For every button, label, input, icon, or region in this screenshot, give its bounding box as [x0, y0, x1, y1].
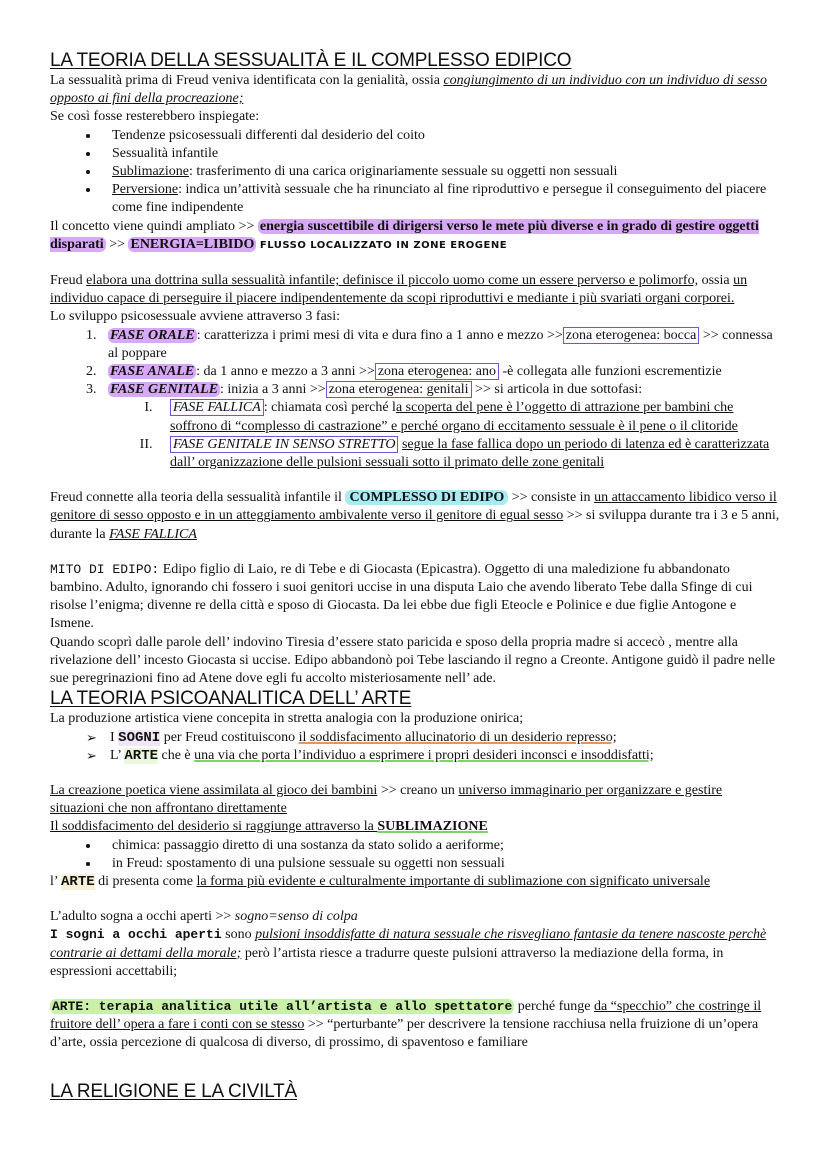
phase-name: FASE ANALE: [110, 364, 195, 380]
text: >> “perturbante” per descrivere la tensione racchiusa nella fruizione di un’opera d’arte, ossia percezione di qualcosa di diverso, di prossimo, di spaventoso e familiare: [50, 1017, 759, 1051]
underlined-text: a scoperta del pene è l’oggetto di attrazione per bambini che soffrono di “complesso di castrazione” e perché organo di eccitamento sessuale è il pene o il clitoride: [170, 400, 738, 434]
spacer: [50, 255, 780, 272]
text: -è collegata alle funzioni escrementizie: [499, 364, 722, 380]
arrow-list: [50, 729, 780, 765]
text: L’adulto sogna a occhi aperti >>: [50, 909, 235, 925]
text: : da 1 anno e mezzo a 3 anni >>: [196, 364, 375, 380]
text: Edipo figlio di Laio, re di Tebe e di Giocasta (Epicastra). Oggetto di una maledizione fu abbandonato bambino. Adulto, ignorando chi fossero i suoi genitori uccise in una disputa Laio che avendo liberato Tebe dalla Sfinge di cui risolse l’enigma; divenne re della città e sposo di Giocasta. Da lei ebbe due figli Eteocle e Polinice e due figlie Antogone e Ismene.: [50, 561, 753, 632]
underlined-text: pulsioni insoddisfatte di natura sessuale che risvegliano fantasie da tenere nascoste perchè contrarie ai dettami della morale;: [50, 927, 767, 961]
text: sono: [221, 927, 256, 943]
paragraph-mito: [50, 561, 780, 634]
text: ossia: [698, 273, 734, 289]
paragraph-inspiegate: Se così fosse resterebbero inspiegate:: [50, 109, 260, 125]
paragraph-creazione: [50, 782, 780, 818]
phase-anale: [100, 363, 780, 381]
list-item: • Tendenze psicosessuali differenti dal desiderio del coito: [100, 127, 780, 145]
mito-label: MITO DI EDIPO:: [50, 561, 160, 577]
section-title-arte: LA TEORIA PSICOANALITICA DELL’ ARTE: [50, 688, 412, 710]
paragraph-intro: [50, 72, 780, 108]
highlight-complesso-edipo: COMPLESSO DI EDIPO: [345, 490, 508, 505]
text: >> si articola in due sottofasi:: [471, 382, 643, 398]
text: Freud connette alla teoria della sessualità infantile il: [50, 490, 346, 506]
subphase-genitale: [156, 436, 780, 472]
text: di presenta come: [94, 873, 197, 889]
spacer: [50, 981, 780, 998]
text: per Freud costituiscono: [160, 729, 299, 745]
paragraph-edipo: [50, 489, 780, 544]
paragraph-fasi: Lo sviluppo psicosessuale avviene attraverso 3 fasi:: [50, 309, 341, 325]
text: Il concetto viene quindi ampliato >>: [50, 218, 258, 234]
list-item: [100, 163, 780, 181]
text: perché funge: [514, 998, 594, 1014]
paragraph-sogni-occhi: [50, 926, 780, 981]
text: I: [110, 729, 119, 745]
underlined-text: un attaccamento libidico verso il genitore di sesso opposto e in un atteggiamento ambivalente verso il genitore di egual sesso: [50, 490, 777, 524]
list-item: [90, 729, 780, 747]
underlined-text: un individuo capace di perseguire il piacere indipendentemente da scopi riproduttivi e mediante i più svariati organi corporei.: [50, 273, 748, 307]
paragraph-produzione: La produzione artistica viene concepita in stretta analogia con la produzione onirica;: [50, 711, 524, 727]
term: Perversione: [112, 182, 179, 198]
text: L’: [110, 747, 125, 763]
text: >> consiste in: [508, 490, 595, 506]
list-item: • chimica: passaggio diretto di una sostanza da stato solido a aeriforme;: [100, 837, 780, 855]
underlined-text: segue la fase fallica dopo un periodo di latenza ed è caratterizzata dall’ organizzazione delle pulsioni sessuali sotto il primato delle zone genitali: [170, 436, 770, 471]
text: : indica un’attività sessuale che ha rinunciato al fine riproduttivo e persegue il conseguimento del piacere come fine indipendente: [112, 182, 767, 216]
text: però l’artista riesce a tradurre queste pulsioni attraverso la mediazione della forma, in espressioni accettabili;: [50, 945, 724, 979]
highlight-arte-terapia: ARTE: terapia analitica utile all’artista e allo spettatore: [52, 998, 513, 1014]
text: >> creano un: [377, 782, 459, 798]
spacer: [50, 891, 780, 908]
section-title-sessualita: LA TEORIA DELLA SESSUALITÀ E IL COMPLESSO EDIPICO: [50, 50, 572, 71]
term-sublimazione: SUBLIMAZIONE: [377, 819, 488, 835]
phase-list: [50, 327, 780, 473]
spacer: [50, 472, 780, 489]
list-item: [100, 181, 780, 217]
underlined-text: universo immaginario per organizzare e gestire situazioni che non affrontano direttamente: [50, 782, 723, 817]
text: : trasferimento di una carica originariamente sessuale su oggetti non sessuali: [189, 164, 618, 180]
bullet-list-inspiegate: [50, 127, 780, 218]
underlined-text: FASE FALLICA: [109, 526, 197, 542]
text: >> connessa al poppare: [108, 327, 773, 361]
text: La sessualità prima di Freud veniva identificata con la genialità, ossia: [50, 73, 444, 88]
boxed-zone: zona eterogenea: genitali: [326, 381, 472, 398]
text: Freud: [50, 273, 87, 289]
underlined-text: elabora una dottrina sulla sessualità infantile; definisce il piccolo uomo come un essere perverso e polimorfo,: [86, 273, 699, 289]
underlined-text: una via che porta l’individuo a esprimere i propri desideri inconsci e insoddisfatti;: [194, 747, 654, 763]
term-arte: ARTE: [124, 747, 158, 764]
spacer: [50, 765, 780, 782]
underlined-text: da “specchio” che costringe il fruitore dell’ opera a fare i conti con se stesso: [50, 998, 762, 1033]
text: che è: [158, 747, 195, 763]
bullet-list-sublimazione: [50, 837, 780, 873]
boxed-zone: zona eterogenea: bocca: [563, 327, 700, 344]
highlight-energia-libido: ENERGIA=LIBIDO: [130, 236, 255, 252]
text: : chiamata così perché l: [263, 400, 396, 416]
underlined-text: congiungimento di un individuo con un individuo di sesso opposto ai fini della procreazione;: [50, 73, 767, 107]
paragraph-libido: [50, 218, 780, 255]
underlined-text: il soddisfacimento allucinatorio di un desiderio represso;: [298, 729, 617, 745]
spacer: [50, 1053, 780, 1081]
text: >>: [105, 236, 129, 252]
phase-name: FASE GENITALE: [110, 382, 219, 398]
text: l’: [50, 873, 62, 889]
list-item: • in Freud: spostamento di una pulsione sessuale su oggetti non sessuali: [100, 855, 780, 873]
paragraph-mito-cont: Quando scoprì dalle parole dell’ indovino Tiresia d’essere stato paricida e sposo della propria madre si accecò , mentre alla rivelazione dell’ incesto Giocasta si uccise. Edipo abbandonò poi Tebe lasciando il regno a Creonte. Antigone guidò il padre nelle sue peregrinazioni fino ad Atene dove egli fu accolto misteriosamente nell’ ade.: [50, 634, 776, 687]
list-item: • Sessualità infantile: [100, 145, 780, 163]
boxed-zone: zona eterogenea: ano: [375, 363, 499, 380]
paragraph-arte-sublimazione: [50, 873, 780, 891]
term-sogni: SOGNI: [118, 729, 161, 746]
underlined-text: la forma più evidente e culturalmente importante di sublimazione con significato universale: [196, 873, 711, 889]
term-sogni-occhi-aperti: I sogni a occhi aperti: [50, 927, 222, 943]
paragraph-adulto: [50, 908, 780, 926]
subphase-fallica: [156, 399, 780, 435]
text: : inizia a 3 anni >>: [220, 382, 326, 398]
italic-text: sogno=senso di colpa: [234, 909, 358, 925]
list-item: [90, 747, 780, 765]
subphase-list: [108, 399, 780, 472]
phase-name: FASE ORALE: [110, 327, 195, 343]
handwritten-note: FLUSSO LOCALIZZATO IN ZONE EROGENE: [259, 239, 508, 251]
boxed-subphase: FASE GENITALE IN SENSO STRETTO: [170, 436, 398, 453]
term-arte: ARTE: [61, 873, 95, 890]
phase-genitale: [100, 381, 780, 472]
term: Sublimazione: [112, 164, 189, 180]
paragraph-dottrina: [50, 272, 780, 308]
paragraph-soddisfacimento: [50, 818, 780, 836]
phase-orale: [100, 327, 780, 363]
boxed-subphase: FASE FALLICA: [170, 399, 264, 416]
text: >> si sviluppa durante tra i 3 e 5 anni, durante la: [50, 508, 780, 542]
underlined-text: Il soddisfacimento del desiderio si raggiunge attraverso la: [50, 819, 378, 835]
paragraph-terapia: [50, 998, 780, 1053]
section-title-religione: LA RELIGIONE E LA CIVILTÀ: [50, 1080, 298, 1102]
document-page: [50, 50, 780, 1103]
spacer: [50, 544, 780, 561]
highlight-purple: energia suscettibile di dirigersi verso le mete più diverse e in grado di gestire oggetti disparati: [50, 218, 759, 252]
text: : caratterizza i primi mesi di vita e dura fino a 1 anno e mezzo >>: [196, 327, 563, 343]
underlined-text: La creazione poetica viene assimilata al gioco dei bambini: [50, 782, 378, 798]
